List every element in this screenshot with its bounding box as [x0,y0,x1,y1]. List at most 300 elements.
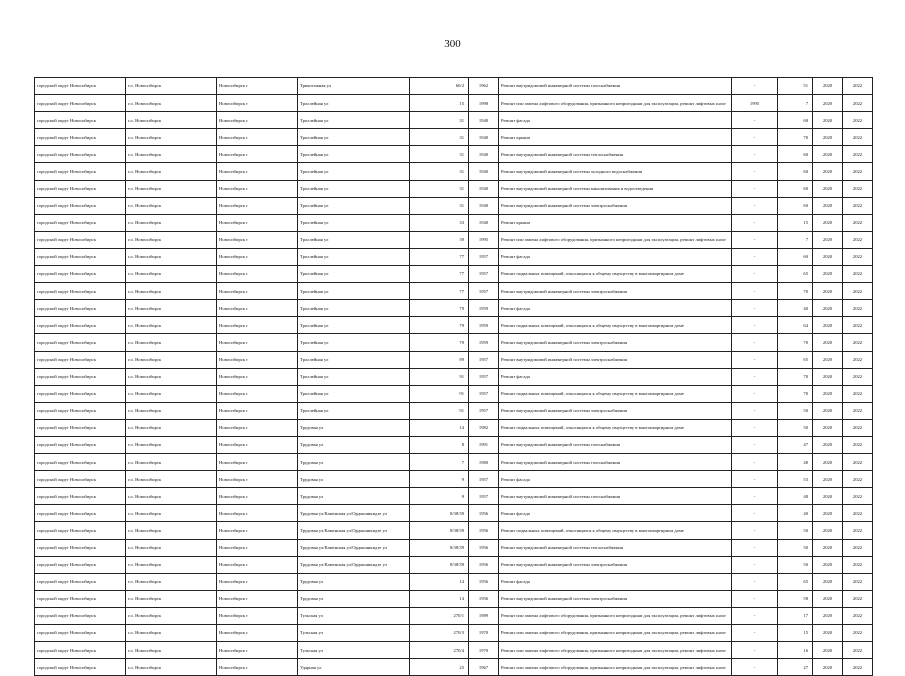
work-type-cell: Ремонт фасада [499,573,732,590]
wear-percent-cell: 50 [778,539,813,556]
start-year-cell: 2020 [813,471,843,488]
house-number-cell: 7 [410,454,469,471]
table-row [35,231,873,248]
table-row [35,214,873,231]
house-number-cell: 8/38/39 [410,539,469,556]
municipality-cell: городской округ Новосибирск [35,197,126,214]
table-row [35,385,873,402]
table-row [35,607,873,624]
year-built-cell: 1957 [469,351,499,368]
year-built-cell: 1957 [469,368,499,385]
street-cell: Троллейная ул [298,146,410,163]
lift-year-cell: - [732,334,778,351]
end-year-cell: 2022 [843,488,873,505]
house-number-cell: 31 [410,112,469,129]
start-year-cell: 2020 [813,180,843,197]
house-number-cell: 91 [410,402,469,419]
wear-percent-cell: 68 [778,112,813,129]
street-cell: Троллейная ул [298,334,410,351]
start-year-cell: 2020 [813,488,843,505]
street-cell: Трудовая ул/Каменская ул/Орджоникидзе ул [298,539,410,556]
table-row [35,180,873,197]
district-cell: г.о. Новосибирск [126,539,217,556]
house-number-cell: 14 [410,590,469,607]
house-number-cell: 8/38/39 [410,556,469,573]
house-number-cell: 31 [410,146,469,163]
district-cell: г.о. Новосибирск [126,317,217,334]
work-type-cell: Ремонт подвальных помещений, относящихся к общему имуществу в многоквартирном доме [499,419,732,436]
street-cell: Трудовая ул/Каменская ул/Орджоникидзе ул [298,522,410,539]
table-row [35,248,873,265]
start-year-cell: 2020 [813,334,843,351]
end-year-cell: 2022 [843,642,873,659]
district-cell: г.о. Новосибирск [126,300,217,317]
table-row [35,556,873,573]
house-number-cell: 79 [410,334,469,351]
district-cell: г.о. Новосибирск [126,625,217,642]
district-cell: г.о. Новосибирск [126,146,217,163]
district-cell: г.о. Новосибирск [126,368,217,385]
house-number-cell: 9 [410,488,469,505]
end-year-cell: 2022 [843,402,873,419]
municipality-cell: городской округ Новосибирск [35,659,126,676]
locality-cell: Новосибирск г [217,659,298,676]
year-built-cell: 1940 [469,180,499,197]
municipality-cell: городской округ Новосибирск [35,454,126,471]
locality-cell: Новосибирск г [217,351,298,368]
municipality-cell: городской округ Новосибирск [35,607,126,624]
wear-percent-cell: 51 [778,78,813,95]
work-type-cell: Ремонт внутридомовой инженерной системы теплоснабжения [499,146,732,163]
table-row [35,78,873,95]
street-cell: Тульская ул [298,607,410,624]
district-cell: г.о. Новосибирск [126,454,217,471]
wear-percent-cell: 70 [778,129,813,146]
work-type-cell: Ремонт подвальных помещений, относящихся к общему имуществу в многоквартирном доме [499,317,732,334]
house-number-cell: 15 [410,95,469,112]
district-cell: г.о. Новосибирск [126,231,217,248]
table-row [35,659,873,676]
municipality-cell: городской округ Новосибирск [35,368,126,385]
locality-cell: Новосибирск г [217,248,298,265]
table-row [35,95,873,112]
street-cell: Трудовая ул/Каменская ул/Орджоникидзе ул [298,556,410,573]
year-built-cell: 1957 [469,402,499,419]
locality-cell: Новосибирск г [217,607,298,624]
year-built-cell: 1995 [469,231,499,248]
locality-cell: Новосибирск г [217,317,298,334]
street-cell: Трудовая ул/Каменская ул/Орджоникидзе ул [298,505,410,522]
district-cell: г.о. Новосибирск [126,642,217,659]
end-year-cell: 2022 [843,505,873,522]
locality-cell: Новосибирск г [217,488,298,505]
work-type-cell: Ремонт или замена лифтового оборудования, признанного непригодным для эксплуатации, ремонт лифтовых шахт [499,95,732,112]
locality-cell: Новосибирск г [217,197,298,214]
municipality-cell: городской округ Новосибирск [35,573,126,590]
start-year-cell: 2020 [813,248,843,265]
street-cell: Троллейная ул [298,129,410,146]
municipality-cell: городской округ Новосибирск [35,385,126,402]
district-cell: г.о. Новосибирск [126,419,217,436]
lift-year-cell: - [732,607,778,624]
table-row [35,488,873,505]
year-built-cell: 1959 [469,300,499,317]
locality-cell: Новосибирск г [217,505,298,522]
district-cell: г.о. Новосибирск [126,334,217,351]
year-built-cell: 1957 [469,283,499,300]
end-year-cell: 2022 [843,419,873,436]
street-cell: Троллейная ул [298,317,410,334]
house-number-cell: 91 [410,368,469,385]
lift-year-cell: - [732,180,778,197]
municipality-cell: городской округ Новосибирск [35,300,126,317]
house-number-cell: 89 [410,351,469,368]
municipality-cell: городской округ Новосибирск [35,95,126,112]
work-type-cell: Ремонт фасада [499,300,732,317]
table-row [35,317,873,334]
year-built-cell: 1959 [469,334,499,351]
table-row [35,573,873,590]
district-cell: г.о. Новосибирск [126,248,217,265]
year-built-cell: 1940 [469,146,499,163]
municipality-cell: городской округ Новосибирск [35,522,126,539]
district-cell: г.о. Новосибирск [126,659,217,676]
table-row [35,539,873,556]
locality-cell: Новосибирск г [217,95,298,112]
lift-year-cell: - [732,471,778,488]
start-year-cell: 2020 [813,78,843,95]
wear-percent-cell: 65 [778,573,813,590]
house-number-cell: 9 [410,471,469,488]
locality-cell: Новосибирск г [217,163,298,180]
start-year-cell: 2020 [813,351,843,368]
street-cell: Троллейная ул [298,231,410,248]
end-year-cell: 2022 [843,351,873,368]
municipality-cell: городской округ Новосибирск [35,419,126,436]
lift-year-cell: - [732,590,778,607]
work-type-cell: Ремонт или замена лифтового оборудования, признанного непригодным для эксплуатации, ремонт лифтовых шахт [499,625,732,642]
district-cell: г.о. Новосибирск [126,163,217,180]
district-cell: г.о. Новосибирск [126,197,217,214]
end-year-cell: 2022 [843,266,873,283]
table-body [35,78,873,676]
start-year-cell: 2020 [813,300,843,317]
municipality-cell: городской округ Новосибирск [35,351,126,368]
table-row [35,163,873,180]
wear-percent-cell: 60 [778,180,813,197]
work-type-cell: Ремонт или замена лифтового оборудования, признанного непригодным для эксплуатации, ремонт лифтовых шахт [499,231,732,248]
end-year-cell: 2022 [843,129,873,146]
locality-cell: Новосибирск г [217,522,298,539]
year-built-cell: 1956 [469,522,499,539]
work-type-cell: Ремонт внутридомовой инженерной системы канализования и водоотведения [499,180,732,197]
wear-percent-cell: 65 [778,351,813,368]
year-built-cell: 1957 [469,266,499,283]
municipality-cell: городской округ Новосибирск [35,266,126,283]
year-built-cell: 1940 [469,163,499,180]
district-cell: г.о. Новосибирск [126,471,217,488]
municipality-cell: городской округ Новосибирск [35,112,126,129]
district-cell: г.о. Новосибирск [126,488,217,505]
end-year-cell: 2022 [843,436,873,453]
municipality-cell: городской округ Новосибирск [35,248,126,265]
work-type-cell: Ремонт или замена лифтового оборудования, признанного непригодным для эксплуатации, ремонт лифтовых шахт [499,607,732,624]
table-row [35,266,873,283]
lift-year-cell: - [732,454,778,471]
work-type-cell: Ремонт внутридомовой инженерной системы электроснабжения [499,556,732,573]
locality-cell: Новосибирск г [217,471,298,488]
locality-cell: Новосибирск г [217,573,298,590]
wear-percent-cell: 60 [778,248,813,265]
start-year-cell: 2020 [813,266,843,283]
house-number-cell: 79 [410,300,469,317]
table-row [35,454,873,471]
work-type-cell: Ремонт внутридомовой инженерной системы электроснабжения [499,197,732,214]
street-cell: Трикотажная ул [298,78,410,95]
start-year-cell: 2020 [813,163,843,180]
table-row [35,522,873,539]
end-year-cell: 2022 [843,214,873,231]
street-cell: Трудовая ул [298,573,410,590]
work-type-cell: Ремонт фасада [499,248,732,265]
work-type-cell: Ремонт внутридомовой инженерной системы электроснабжения [499,402,732,419]
locality-cell: Новосибирск г [217,78,298,95]
municipality-cell: городской округ Новосибирск [35,231,126,248]
house-number-cell: 270/3 [410,625,469,642]
work-type-cell: Ремонт подвальных помещений, относящихся к общему имуществу в многоквартирном доме [499,385,732,402]
locality-cell: Новосибирск г [217,539,298,556]
work-type-cell: Ремонт фасада [499,471,732,488]
locality-cell: Новосибирск г [217,368,298,385]
district-cell: г.о. Новосибирск [126,180,217,197]
street-cell: Ударная ул [298,659,410,676]
wear-percent-cell: 53 [778,471,813,488]
table-row [35,625,873,642]
work-type-cell: Ремонт крыши [499,214,732,231]
house-number-cell: 60/2 [410,78,469,95]
district-cell: г.о. Новосибирск [126,95,217,112]
house-number-cell: 31 [410,197,469,214]
end-year-cell: 2022 [843,573,873,590]
year-built-cell: 1980 [469,454,499,471]
table-row [35,590,873,607]
house-number-cell: 77 [410,248,469,265]
lift-year-cell: - [732,402,778,419]
district-cell: г.о. Новосибирск [126,607,217,624]
table-row [35,300,873,317]
start-year-cell: 2020 [813,436,843,453]
wear-percent-cell: 70 [778,283,813,300]
start-year-cell: 2020 [813,573,843,590]
lift-year-cell: - [732,266,778,283]
end-year-cell: 2022 [843,112,873,129]
work-type-cell: Ремонт внутридомовой инженерной системы холодного водоснабжения [499,163,732,180]
lift-year-cell: - [732,436,778,453]
start-year-cell: 2020 [813,146,843,163]
street-cell: Трудовая ул [298,471,410,488]
locality-cell: Новосибирск г [217,283,298,300]
locality-cell: Новосибирск г [217,385,298,402]
start-year-cell: 2020 [813,659,843,676]
end-year-cell: 2022 [843,607,873,624]
table-row [35,436,873,453]
street-cell: Тульская ул [298,625,410,642]
lift-year-cell: - [732,488,778,505]
house-number-cell: 91 [410,385,469,402]
municipality-cell: городской округ Новосибирск [35,214,126,231]
lift-year-cell: - [732,368,778,385]
municipality-cell: городской округ Новосибирск [35,505,126,522]
lift-year-cell: - [732,556,778,573]
year-built-cell: 1940 [469,112,499,129]
house-number-cell: 77 [410,266,469,283]
locality-cell: Новосибирск г [217,625,298,642]
table-row [35,146,873,163]
wear-percent-cell: 17 [778,607,813,624]
municipality-cell: городской округ Новосибирск [35,283,126,300]
district-cell: г.о. Новосибирск [126,505,217,522]
lift-year-cell: - [732,248,778,265]
work-type-cell: Ремонт внутридомовой инженерной системы теплоснабжения [499,539,732,556]
end-year-cell: 2022 [843,590,873,607]
district-cell: г.о. Новосибирск [126,556,217,573]
street-cell: Троллейная ул [298,112,410,129]
locality-cell: Новосибирск г [217,231,298,248]
lift-year-cell: - [732,573,778,590]
wear-percent-cell: 70 [778,368,813,385]
wear-percent-cell: 48 [778,488,813,505]
table-row [35,351,873,368]
end-year-cell: 2022 [843,317,873,334]
lift-year-cell: - [732,146,778,163]
street-cell: Троллейная ул [298,402,410,419]
house-number-cell: 33 [410,214,469,231]
street-cell: Троллейная ул [298,197,410,214]
street-cell: Трудовая ул [298,436,410,453]
end-year-cell: 2022 [843,197,873,214]
repair-registry-table [34,77,873,676]
house-number-cell: 25 [410,659,469,676]
table-row [35,283,873,300]
start-year-cell: 2020 [813,95,843,112]
wear-percent-cell: 60 [778,197,813,214]
lift-year-cell: - [732,300,778,317]
start-year-cell: 2020 [813,368,843,385]
lift-year-cell: - [732,214,778,231]
municipality-cell: городской округ Новосибирск [35,163,126,180]
municipality-cell: городской округ Новосибирск [35,146,126,163]
lift-year-cell: - [732,78,778,95]
end-year-cell: 2022 [843,300,873,317]
start-year-cell: 2020 [813,283,843,300]
work-type-cell: Ремонт или замена лифтового оборудования, признанного непригодным для эксплуатации, ремонт лифтовых шахт [499,659,732,676]
lift-year-cell: - [732,659,778,676]
street-cell: Тульская ул [298,642,410,659]
municipality-cell: городской округ Новосибирск [35,556,126,573]
district-cell: г.о. Новосибирск [126,436,217,453]
lift-year-cell: - [732,642,778,659]
district-cell: г.о. Новосибирск [126,522,217,539]
work-type-cell: Ремонт внутридомовой инженерной системы газоснабжения [499,454,732,471]
end-year-cell: 2022 [843,556,873,573]
end-year-cell: 2022 [843,78,873,95]
end-year-cell: 2022 [843,95,873,112]
district-cell: г.о. Новосибирск [126,283,217,300]
municipality-cell: городской округ Новосибирск [35,436,126,453]
street-cell: Троллейная ул [298,163,410,180]
end-year-cell: 2022 [843,625,873,642]
year-built-cell: 1957 [469,385,499,402]
start-year-cell: 2020 [813,556,843,573]
year-built-cell: 1956 [469,505,499,522]
start-year-cell: 2020 [813,214,843,231]
wear-percent-cell: 50 [778,419,813,436]
end-year-cell: 2022 [843,385,873,402]
municipality-cell: городской округ Новосибирск [35,539,126,556]
municipality-cell: городской округ Новосибирск [35,317,126,334]
locality-cell: Новосибирск г [217,112,298,129]
year-built-cell: 1982 [469,419,499,436]
wear-percent-cell: 47 [778,436,813,453]
municipality-cell: городской округ Новосибирск [35,78,126,95]
work-type-cell: Ремонт внутридомовой инженерной системы электроснабжения [499,590,732,607]
municipality-cell: городской округ Новосибирск [35,471,126,488]
table-row [35,197,873,214]
street-cell: Троллейная ул [298,95,410,112]
start-year-cell: 2020 [813,317,843,334]
year-built-cell: 1940 [469,197,499,214]
table-row [35,419,873,436]
page-number: 300 [444,38,461,50]
lift-year-cell: - [732,419,778,436]
year-built-cell: 1962 [469,78,499,95]
table-row [35,505,873,522]
start-year-cell: 2020 [813,590,843,607]
start-year-cell: 2020 [813,642,843,659]
table-row [35,112,873,129]
work-type-cell: Ремонт внутридомовой инженерной системы газоснабжения [499,436,732,453]
wear-percent-cell: 40 [778,300,813,317]
year-built-cell: 1957 [469,488,499,505]
municipality-cell: городской округ Новосибирск [35,488,126,505]
work-type-cell: Ремонт фасада [499,112,732,129]
street-cell: Троллейная ул [298,180,410,197]
year-built-cell: 1970 [469,642,499,659]
municipality-cell: городской округ Новосибирск [35,590,126,607]
wear-percent-cell: 70 [778,385,813,402]
house-number-cell: 8/38/39 [410,505,469,522]
house-number-cell: 8/38/39 [410,522,469,539]
lift-year-cell: - [732,539,778,556]
locality-cell: Новосибирск г [217,146,298,163]
street-cell: Троллейная ул [298,266,410,283]
district-cell: г.о. Новосибирск [126,402,217,419]
lift-year-cell: - [732,351,778,368]
district-cell: г.о. Новосибирск [126,573,217,590]
end-year-cell: 2022 [843,146,873,163]
house-number-cell: 270/1 [410,607,469,624]
lift-year-cell: - [732,129,778,146]
start-year-cell: 2020 [813,625,843,642]
year-built-cell: 1970 [469,625,499,642]
wear-percent-cell: 58 [778,590,813,607]
end-year-cell: 2022 [843,180,873,197]
locality-cell: Новосибирск г [217,129,298,146]
house-number-cell: 8 [410,436,469,453]
wear-percent-cell: 50 [778,522,813,539]
end-year-cell: 2022 [843,368,873,385]
locality-cell: Новосибирск г [217,419,298,436]
